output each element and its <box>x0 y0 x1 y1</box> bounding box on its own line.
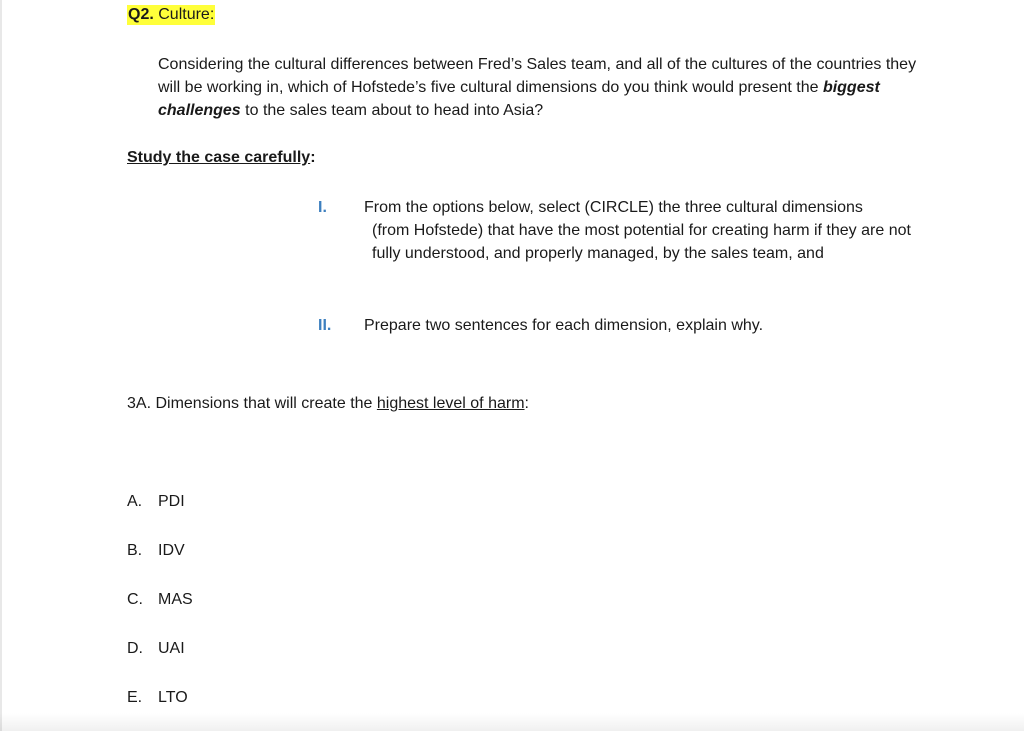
instruction-item-1 <box>318 196 914 265</box>
option-label: IDV <box>158 542 185 559</box>
option-label: MAS <box>158 591 193 608</box>
study-label: Study the case carefully <box>127 149 311 166</box>
subquestion-heading <box>127 394 529 414</box>
option-letter: C. <box>127 591 143 608</box>
study-heading <box>127 148 316 168</box>
subquestion-underlined: highest level of harm <box>376 395 525 412</box>
option-letter: D. <box>127 640 143 657</box>
option-b[interactable] <box>127 541 185 561</box>
option-label: PDI <box>158 493 185 510</box>
option-e[interactable] <box>127 688 188 708</box>
instruction-text: Prepare two sentences for each dimension, explain why. <box>364 317 764 334</box>
question-prompt <box>158 53 918 122</box>
instruction-item-2 <box>318 314 914 337</box>
question-number: Q2. <box>128 6 154 23</box>
question-heading <box>127 5 215 25</box>
subquestion-suffix: : <box>524 395 529 412</box>
prompt-emphasis: biggest challenges <box>158 79 880 119</box>
option-letter: B. <box>127 542 143 559</box>
option-a[interactable] <box>127 492 185 512</box>
option-label: UAI <box>158 640 185 657</box>
page-left-border <box>0 0 2 731</box>
option-c[interactable] <box>127 590 193 610</box>
instruction-marker: II. <box>318 317 332 334</box>
subquestion-prefix: 3A. Dimensions that will create the <box>127 395 377 412</box>
study-colon: : <box>310 149 316 166</box>
option-letter: A. <box>127 493 143 510</box>
instruction-text-first-line: From the options below, select (CIRCLE) the three cultural dimensions <box>364 199 863 216</box>
page-bottom-shadow <box>0 713 1024 731</box>
instruction-marker: I. <box>318 199 327 216</box>
question-title: Culture: <box>153 6 215 23</box>
option-d[interactable] <box>127 639 185 659</box>
prompt-text-after: to the sales team about to head into Asia? <box>240 102 544 119</box>
option-label: LTO <box>158 689 188 706</box>
option-letter: E. <box>127 689 143 706</box>
instruction-text-continuation: (from Hofstede) that have the most potential for creating harm if they are not fully understood, and properly managed, by the sales team, and <box>372 222 911 262</box>
prompt-text-before: Considering the cultural differences between Fred’s Sales team, and all of the cultures of the countries they will be working in, which of Hofstede’s five cultural dimensions do you think would present the <box>158 56 917 96</box>
